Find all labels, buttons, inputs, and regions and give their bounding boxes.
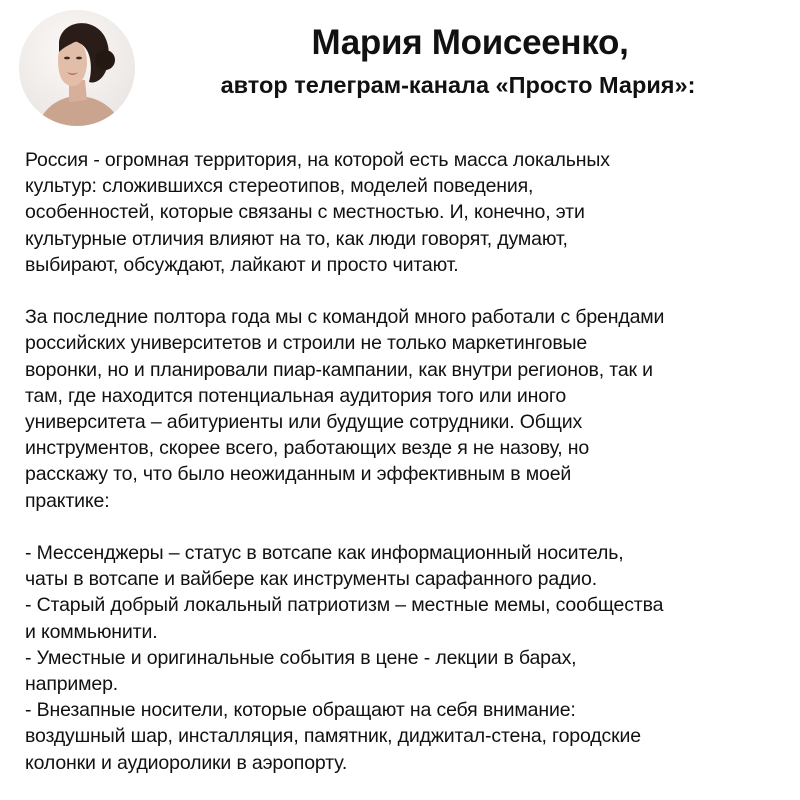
text-line: колонки и аудиоролики в аэропорту. [25, 751, 348, 774]
list-item [25, 697, 795, 776]
text-line: расскажу то, что было неожиданным и эффективным в моей [25, 463, 572, 486]
author-role: автор телеграм-канала «Просто Мария»: [220, 72, 696, 98]
text-line: За последние полтора года мы с командой много работали с брендами [25, 306, 665, 329]
text-line: культурные отличия влияют на то, как люди говорят, думают, [25, 227, 568, 250]
text-line: - Старый добрый локальный патриотизм – местные мемы, сообщества [25, 594, 664, 617]
text-line: там, где находится потенциальная аудитория того или иного [25, 384, 567, 407]
text-line: чаты в вотсапе и вайбере как инструменты сарафанного радио. [25, 568, 598, 591]
text-line: - Уместные и оригинальные события в цене - лекции в барах, [25, 646, 577, 669]
text-line: инструментов, скорее всего, работающих везде я не назову, но [25, 437, 590, 460]
text-line: практике: [25, 489, 110, 512]
list-item [25, 540, 795, 592]
text-line: например. [25, 673, 119, 696]
text-line: особенностей, которые связаны с местностью. И, конечно, эти [25, 201, 585, 224]
list-item [25, 645, 795, 697]
author-avatar [19, 10, 135, 126]
paragraph-intro [25, 147, 795, 278]
text-line: Россия - огромная территория, на которой есть масса локальных [25, 149, 610, 171]
text-line: и коммьюнити. [25, 620, 158, 643]
text-line: воздушный шар, инсталляция, памятник, диджитал-стена, городские [25, 725, 641, 748]
quote-body [25, 147, 795, 776]
text-line: - Внезапные носители, которые обращают на себя внимание: [25, 699, 576, 722]
text-line: - Мессенджеры – статус в вотсапе как информационный носитель, [25, 542, 624, 565]
paragraph-experience [25, 304, 795, 514]
list-item [25, 592, 795, 644]
tools-list [25, 540, 795, 776]
text-line: российских университетов и строили не только маркетинговые [25, 332, 588, 355]
text-line: воронки, но и планировали пиар-кампании, как внутри регионов, так и [25, 358, 653, 381]
text-line: выбирают, обсуждают, лайкают и просто читают. [25, 253, 459, 276]
author-name: Мария Моисеенко, [311, 23, 629, 62]
author-portrait-image [19, 10, 135, 126]
text-line: культур: сложившихся стереотипов, моделей поведения, [25, 175, 534, 198]
text-line: университета – абитуриенты или будущие сотрудники. Общих [25, 411, 583, 434]
